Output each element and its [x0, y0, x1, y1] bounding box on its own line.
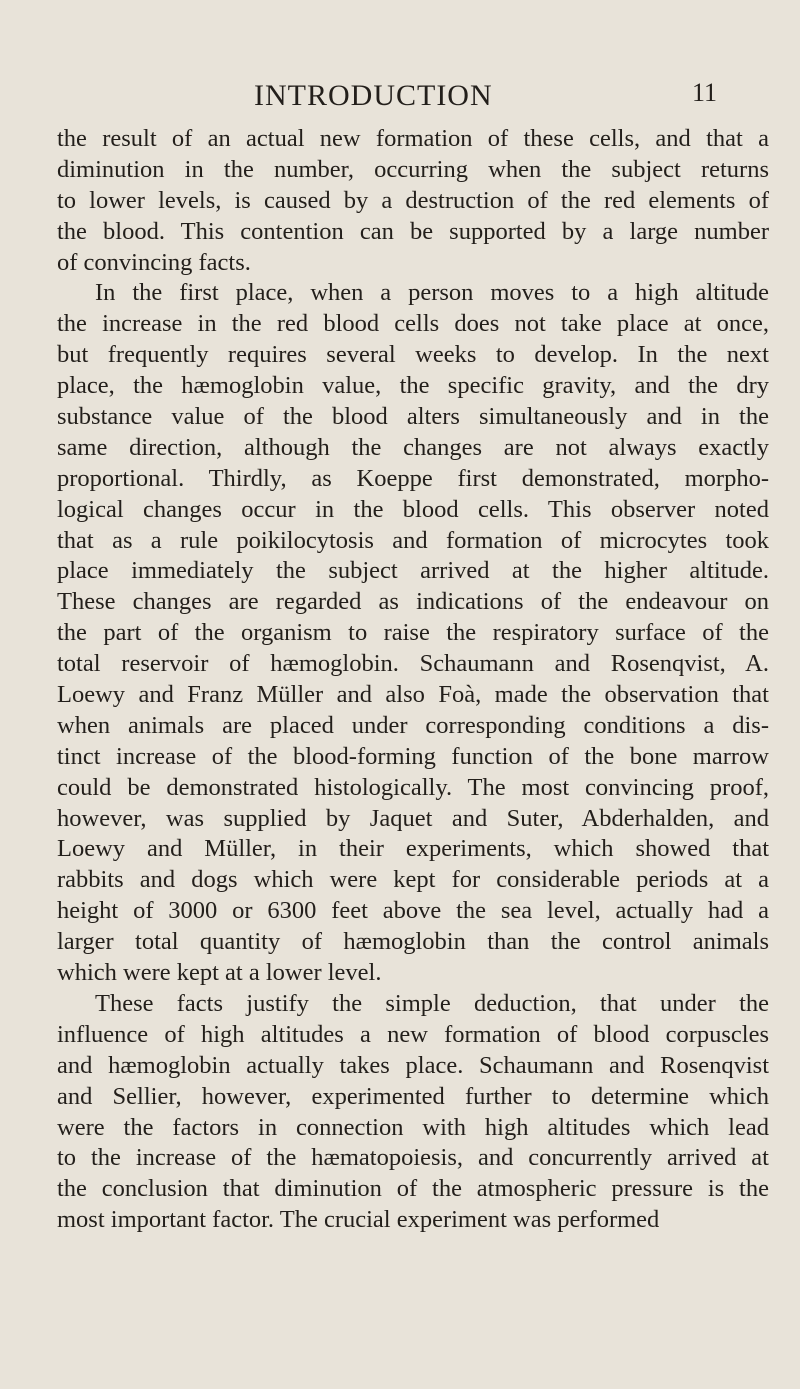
text-line: influence of high altitudes a new formation of blood corpuscles	[57, 1020, 769, 1048]
text-line: that as a rule poikilocytosis and formation of microcytes took	[57, 526, 769, 554]
text-line: tinct increase of the blood-forming function of the bone marrow	[57, 742, 769, 770]
text-line: to the increase of the hæmatopoiesis, and concurrently arrived at	[57, 1144, 769, 1172]
text-line: place immediately the subject arrived at the higher altitude.	[57, 557, 769, 585]
page-number: 11	[692, 78, 718, 107]
text-line: Loewy and Müller, in their experiments, which showed that	[57, 835, 769, 863]
body-text	[57, 124, 769, 1236]
text-line: the part of the organism to raise the respiratory surface of the	[57, 619, 769, 647]
text-line: most important factor. The crucial experiment was performed	[57, 1206, 660, 1234]
text-line: which were kept at a lower level.	[57, 959, 382, 987]
text-line: could be demonstrated histologically. The most convincing proof,	[57, 773, 769, 801]
text-line: larger total quantity of hæmoglobin than the control animals	[57, 928, 769, 956]
text-line: when animals are placed under corresponding conditions a dis-	[57, 711, 769, 739]
text-line: were the factors in connection with high altitudes which lead	[57, 1113, 769, 1141]
text-line: however, was supplied by Jaquet and Suter, Abderhalden, and	[57, 804, 769, 832]
text-line: to lower levels, is caused by a destruction of the red elements of	[57, 186, 769, 214]
text-line: the result of an actual new formation of these cells, and that a	[57, 125, 769, 152]
text-line: place, the hæmoglobin value, the specific gravity, and the dry	[57, 372, 769, 400]
text-line: substance value of the blood alters simultaneously and in the	[57, 403, 769, 431]
text-line: and Sellier, however, experimented further to determine which	[57, 1082, 769, 1110]
text-line: the conclusion that diminution of the atmospheric pressure is the	[57, 1175, 769, 1203]
text-line: logical changes occur in the blood cells. This observer noted	[57, 495, 769, 523]
text-line: diminution in the number, occurring when the subject returns	[57, 155, 769, 183]
text-line: the blood. This contention can be supported by a large number	[57, 217, 769, 245]
text-line: the increase in the red blood cells does not take place at once,	[57, 310, 769, 338]
text-line: and hæmoglobin actually takes place. Schaumann and Rosenqvist	[57, 1051, 769, 1079]
text-line: rabbits and dogs which were kept for considerable periods at a	[57, 866, 769, 894]
text-line: These facts justify the simple deduction, that under the	[95, 989, 769, 1017]
text-line: same direction, although the changes are not always exactly	[57, 433, 769, 461]
running-header	[0, 76, 800, 116]
chapter-title: INTRODUCTION	[254, 79, 493, 112]
text-line: proportional. Thirdly, as Koeppe first demonstrated, morpho-	[57, 464, 769, 492]
text-line: of convincing facts.	[57, 248, 251, 276]
text-line: total reservoir of hæmoglobin. Schaumann and Rosenqvist, A.	[57, 650, 769, 678]
text-line: height of 3000 or 6300 feet above the sea level, actually had a	[57, 897, 769, 925]
text-line: In the first place, when a person moves to a high altitude	[95, 279, 769, 307]
text-line: Loewy and Franz Müller and also Foà, made the observation that	[57, 681, 769, 709]
text-line: These changes are regarded as indications of the endeavour on	[57, 588, 769, 616]
text-line: but frequently requires several weeks to develop. In the next	[57, 341, 769, 369]
